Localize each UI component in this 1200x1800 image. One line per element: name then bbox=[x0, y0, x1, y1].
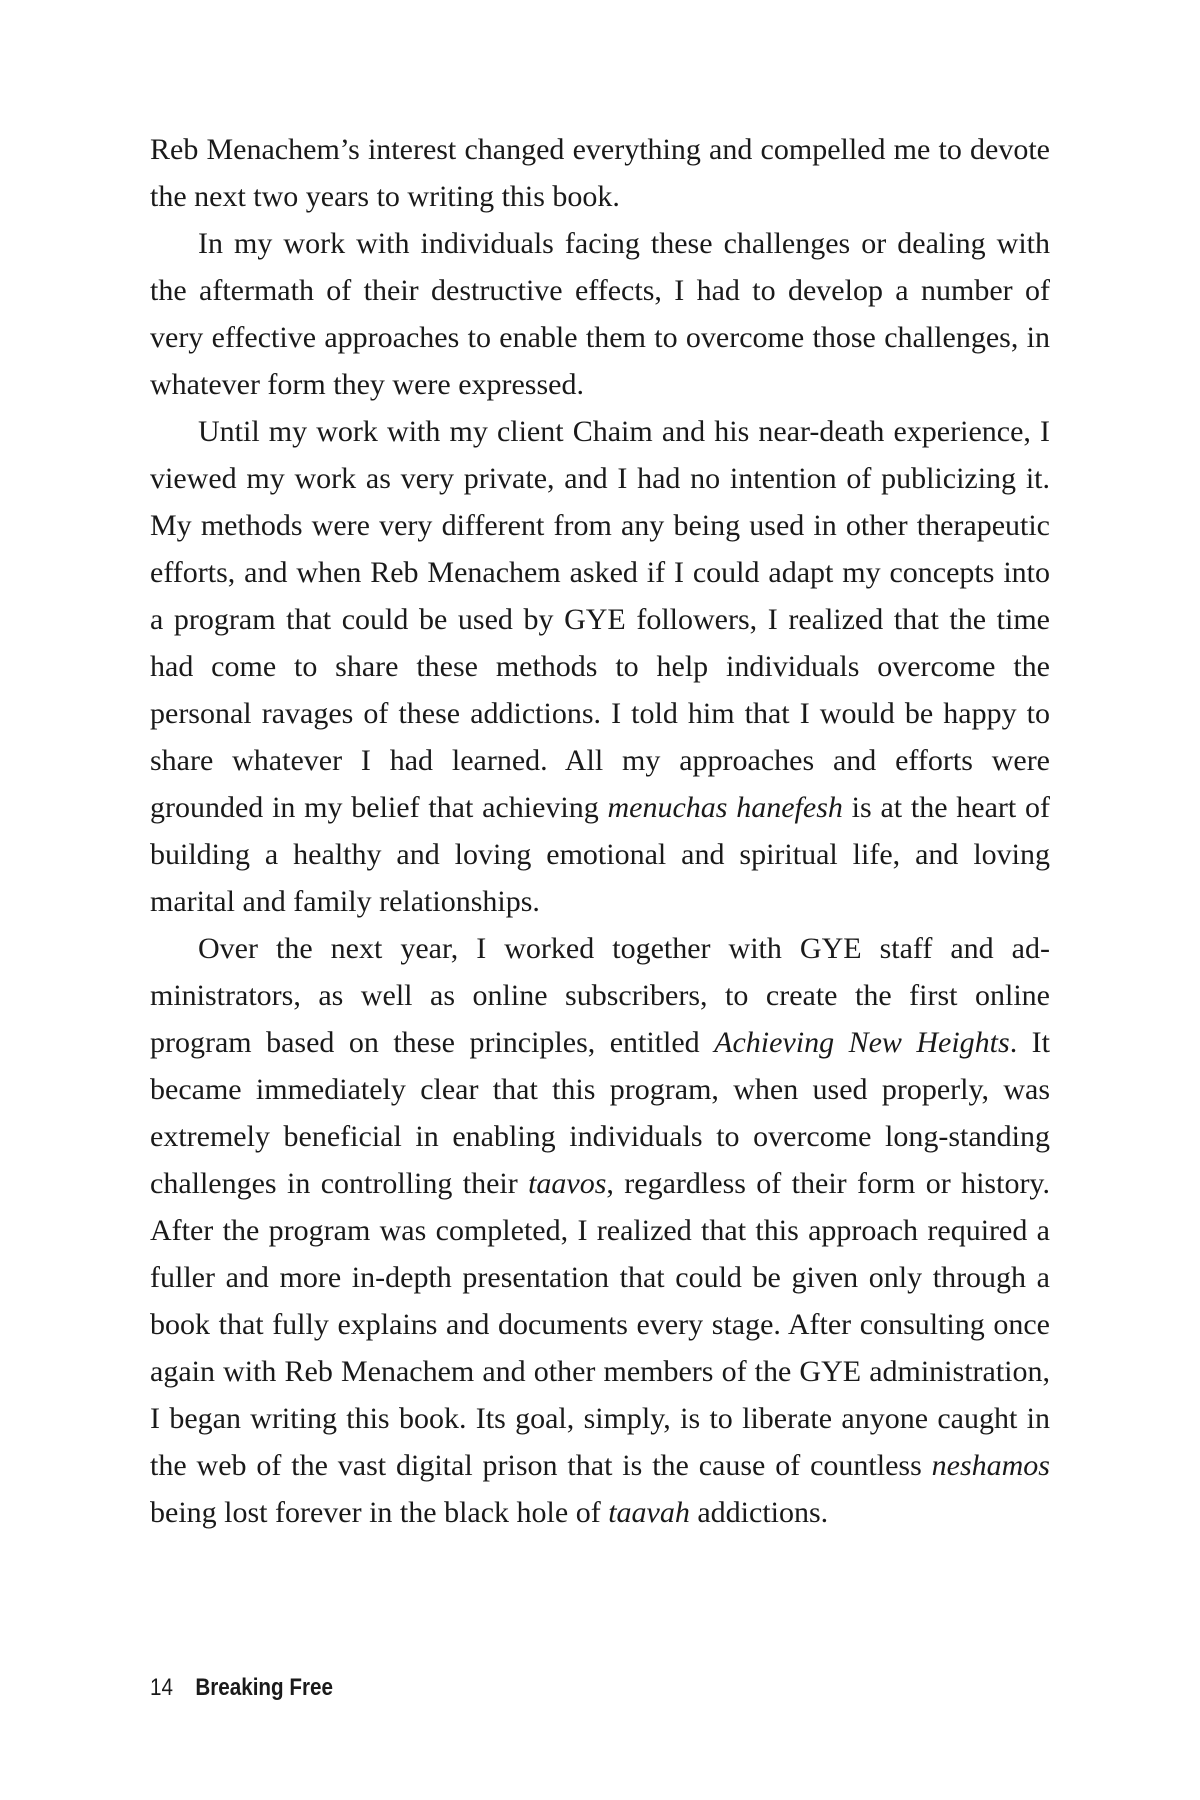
paragraph-4 bbox=[150, 925, 1050, 1536]
text-run: Reb Menachem’s interest changed everything and compelled me to devote the next two years to writing this book. bbox=[150, 133, 1050, 213]
page-number: 14 bbox=[150, 1674, 173, 1701]
running-footer bbox=[150, 1674, 333, 1702]
text-run: Until my work with my client Chaim and his near-death experience, I viewed my work as very private, and I had no intention of publicizing it. My methods were very different from any being used in other therapeutic efforts, and when Reb Menachem asked if I could adapt my concepts into a program that could be used by GYE followers, I realized that the time had come to share these methods to help individuals overcome the personal ravages of these addictions. I told him that I would be happy to share whatever I had learned. All my approaches and efforts were grounded in my belief that achieving bbox=[150, 415, 1050, 824]
text-run: is at the heart of building a healthy and loving emotional and spiritual life, and loving marital and family relationships. bbox=[150, 791, 1050, 918]
italic-term: taavos bbox=[528, 1167, 607, 1200]
book-title: Breaking Free bbox=[195, 1674, 333, 1701]
italic-term: menuchas hanefesh bbox=[607, 791, 843, 824]
text-run: In my work with individuals facing these challenges or dealing with the aftermath of their destructive effects, I had to develop a number of very effective approaches to enable them to overcome those challenges, in whatever form they were expressed. bbox=[150, 227, 1050, 401]
italic-term: Achieving New Heights bbox=[714, 1026, 1010, 1059]
text-run: Over the next year, I worked together with GYE staff and administrators, as well as online subscribers, to create the first online program based on these principles, entitled bbox=[150, 932, 1050, 1059]
italic-term: taavah bbox=[608, 1496, 690, 1529]
paragraph-3 bbox=[150, 408, 1050, 925]
italic-term: neshamos bbox=[931, 1449, 1050, 1482]
text-run: addictions. bbox=[689, 1496, 829, 1529]
text-run: . It became immediately clear that this program, when used properly, was extremely beneficial in enabling individuals to overcome long-standing challenges in controlling their bbox=[150, 1026, 1050, 1200]
body-text bbox=[150, 126, 1050, 1536]
text-run: being lost forever in the black hole of bbox=[150, 1496, 609, 1529]
text-run: , regardless of their form or history. After the program was completed, I realized that this approach required a fuller and more in-depth presentation that could be given only through a book that fully explains and documents every stage. After consulting once again with Reb Menachem and other members of the GYE administration, I began writing this book. Its goal, simply, is to liberate anyone caught in the web of the vast digital prison that is the cause of countless bbox=[150, 1167, 1050, 1482]
paragraph-1 bbox=[150, 126, 1050, 220]
paragraph-2 bbox=[150, 220, 1050, 408]
